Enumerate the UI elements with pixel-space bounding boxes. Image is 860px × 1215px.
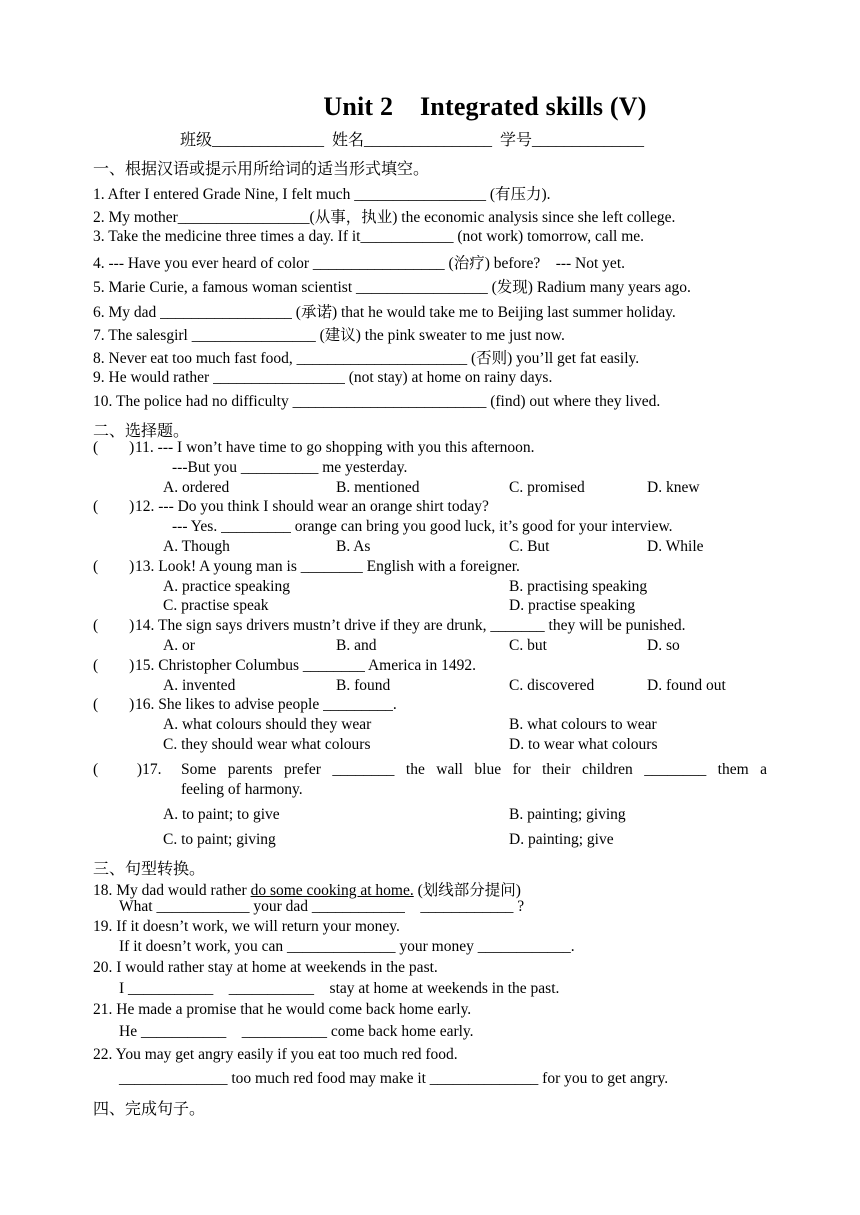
q13-option-b: B. practising speaking [509, 578, 648, 595]
question-17: Some parents prefer ________ the wall blue for their children ________ them a [181, 761, 767, 778]
q14-option-b: B. and [336, 637, 377, 654]
fill-item-6: 6. My dad _________________ (承诺) that he would take me to Beijing last summer holiday. [93, 304, 676, 321]
transform-18-note: (划线部分提问) [413, 882, 521, 899]
answer-paren-14: ( ) [93, 617, 135, 634]
fill-item-7: 7. The salesgirl ________________ (建议) the pink sweater to me just now. [93, 327, 565, 344]
fill-item-10: 10. The police had no difficulty _________________________ (find) out where they lived. [93, 393, 661, 410]
section3-heading: 三、句型转换。 [93, 861, 206, 878]
q15-option-b: B. found [336, 677, 391, 694]
question-16: 16. She likes to advise people _________. [135, 696, 397, 713]
answer-paren-13: ( ) [93, 558, 135, 575]
section2-heading: 二、选择题。 [93, 423, 190, 440]
answer-paren-15: ( ) [93, 657, 135, 674]
transform-19-answer: If it doesn’t work, you can ______________ your money ____________. [119, 938, 575, 955]
q17-option-a: A. to paint; to give [163, 806, 280, 823]
q13-option-c: C. practise speak [163, 597, 269, 614]
fill-item-3: 3. Take the medicine three times a day. If it____________ (not work) tomorrow, call me. [93, 228, 645, 245]
transform-20: 20. I would rather stay at home at weekends in the past. [93, 959, 438, 976]
q16-option-a: A. what colours should they wear [163, 716, 372, 733]
fill-item-1: 1. After I entered Grade Nine, I felt much _________________ (有压力). [93, 186, 551, 203]
q11-option-c: C. promised [509, 479, 585, 496]
worksheet-title: Unit 2 Integrated skills (V) [323, 92, 647, 121]
answer-paren-17: ( )17. [93, 761, 162, 778]
fill-item-4: 4. --- Have you ever heard of color _________________ (治疗) before? --- Not yet. [93, 255, 625, 272]
answer-paren-16: ( ) [93, 696, 135, 713]
fill-item-9: 9. He would rather _________________ (not stay) at home on rainy days. [93, 369, 553, 386]
transform-18-underlined: do some cooking at home. [250, 882, 414, 899]
q11-option-d: D. knew [647, 479, 700, 496]
section4-heading: 四、完成句子。 [93, 1101, 206, 1118]
answer-paren-11: ( ) [93, 439, 135, 456]
fill-item-2: 2. My mother_________________(从事，执业) the economic analysis since she left college. [93, 209, 676, 226]
question-11-sub: ---But you __________ me yesterday. [172, 459, 408, 476]
question-11: 11. --- I won’t have time to go shopping with you this afternoon. [135, 439, 535, 456]
transform-18-lead: 18. My dad would rather [93, 882, 251, 899]
transform-18 [93, 878, 521, 900]
transform-22-answer: ______________ too much red food may make it ______________ for you to get angry. [119, 1070, 669, 1087]
answer-paren-12: ( ) [93, 498, 135, 515]
q17-option-d: D. painting; give [509, 831, 614, 848]
q12-option-c: C. But [509, 538, 550, 555]
q12-option-a: A. Though [163, 538, 230, 555]
q17-option-b: B. painting; giving [509, 806, 626, 823]
transform-18-answer: What ____________ your dad ____________ ____________ ? [119, 898, 525, 915]
q13-option-d: D. practise speaking [509, 597, 636, 614]
q15-option-a: A. invented [163, 677, 236, 694]
q17-option-c: C. to paint; giving [163, 831, 276, 848]
fill-item-5: 5. Marie Curie, a famous woman scientist _________________ (发现) Radium many years ago. [93, 279, 691, 296]
question-12: 12. --- Do you think I should wear an orange shirt today? [135, 498, 489, 515]
question-15: 15. Christopher Columbus ________ America in 1492. [135, 657, 476, 674]
q15-option-d: D. found out [647, 677, 726, 694]
q16-option-d: D. to wear what colours [509, 736, 658, 753]
transform-20-answer: I ___________ ___________ stay at home at weekends in the past. [119, 980, 560, 997]
question-17-cont: feeling of harmony. [181, 781, 303, 798]
fill-item-8: 8. Never eat too much fast food, ______________________ (否则) you’ll get fat easily. [93, 350, 640, 367]
q13-option-a: A. practice speaking [163, 578, 290, 595]
q12-option-d: D. While [647, 538, 704, 555]
section1-heading: 一、根据汉语或提示用所给词的适当形式填空。 [93, 161, 430, 178]
q14-option-c: C. but [509, 637, 547, 654]
q15-option-c: C. discovered [509, 677, 595, 694]
question-14: 14. The sign says drivers mustn’t drive if they are drunk, _______ they will be punished. [135, 617, 686, 634]
transform-19: 19. If it doesn’t work, we will return your money. [93, 918, 400, 935]
transform-21: 21. He made a promise that he would come back home early. [93, 1001, 472, 1018]
q11-option-b: B. mentioned [336, 479, 420, 496]
q16-option-c: C. they should wear what colours [163, 736, 371, 753]
q11-option-a: A. ordered [163, 479, 230, 496]
question-13: 13. Look! A young man is ________ English with a foreigner. [135, 558, 520, 575]
transform-21-answer: He ___________ ___________ come back home early. [119, 1023, 474, 1040]
q16-option-b: B. what colours to wear [509, 716, 657, 733]
transform-22: 22. You may get angry easily if you eat too much red food. [93, 1046, 458, 1063]
q14-option-a: A. or [163, 637, 195, 654]
student-info-line: 班级______________ 姓名________________ 学号______________ [180, 132, 645, 149]
q12-option-b: B. As [336, 538, 371, 555]
q14-option-d: D. so [647, 637, 680, 654]
question-12-sub: --- Yes. _________ orange can bring you good luck, it’s good for your interview. [172, 518, 673, 535]
